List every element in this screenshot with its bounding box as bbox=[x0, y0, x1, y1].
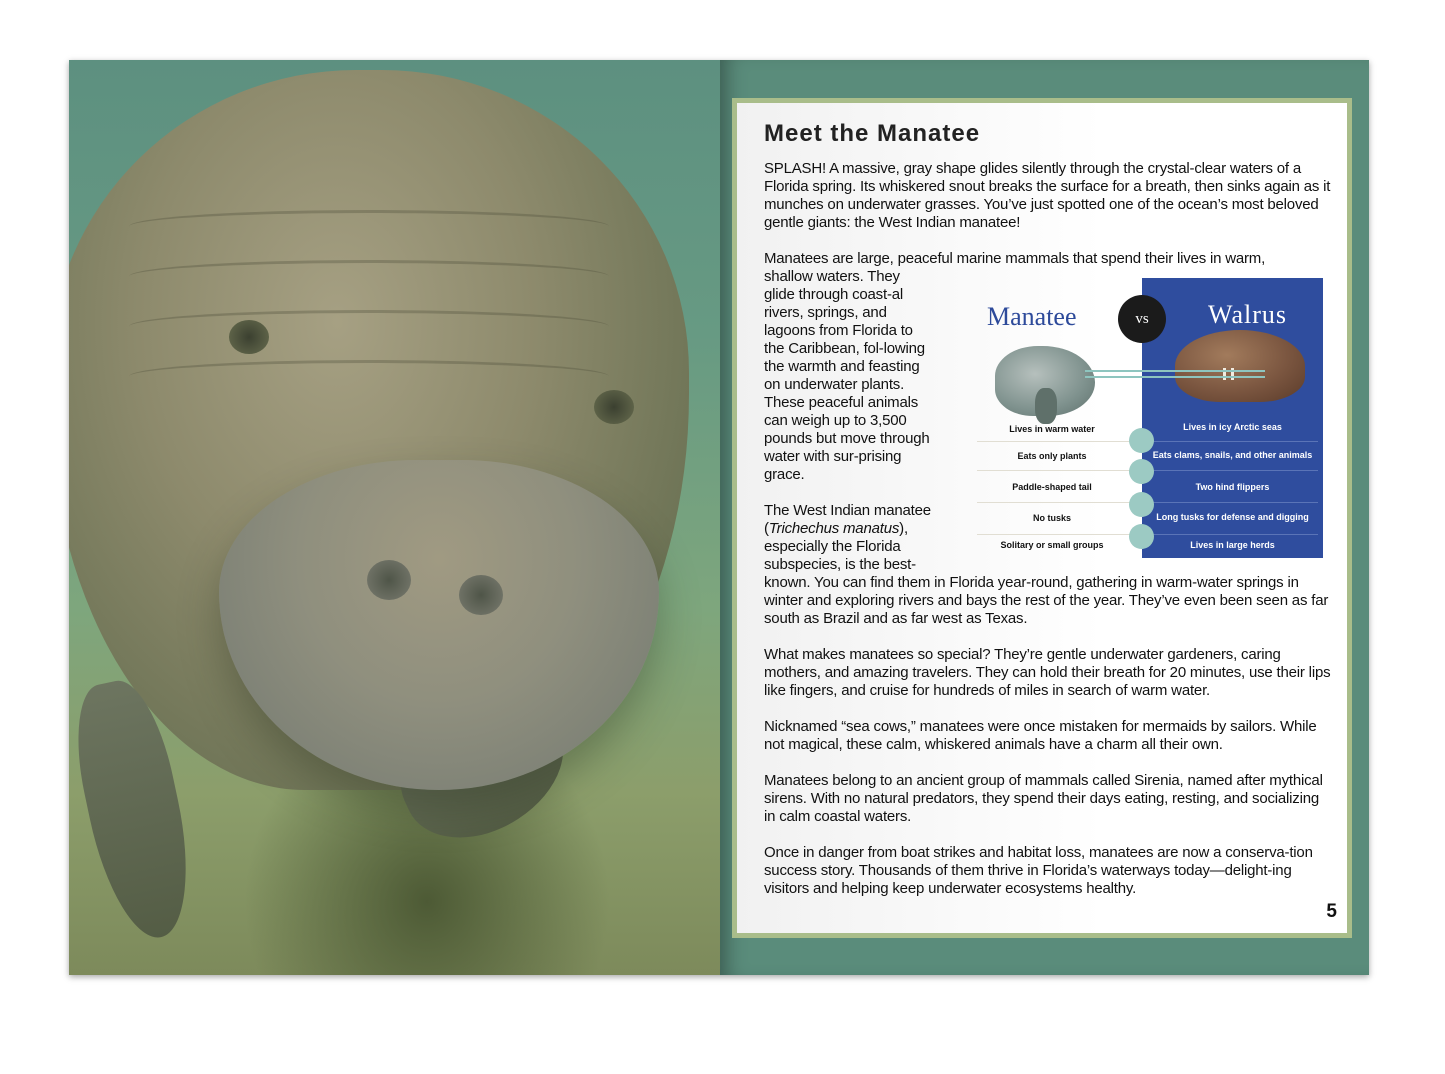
walrus-fact: Lives in icy Arctic seas bbox=[1183, 422, 1282, 432]
nostril bbox=[367, 560, 411, 600]
paragraph-5: Nicknamed “sea cows,” manatees were once mistaken for mermaids by sailors. While not magical, these calm, whiskered animals have a charm all their own. bbox=[764, 718, 1317, 753]
connector-line bbox=[1085, 370, 1265, 372]
manatee-photo-page bbox=[69, 60, 720, 975]
paragraph-7: Once in danger from boat strikes and habitat loss, manatees are now a conserva-tion success story. Thousands of them thrive in Florida’s waterways today—delight-ing visitors and helping keep underwater ecosystems healthy. bbox=[764, 844, 1313, 897]
divider bbox=[977, 470, 1135, 471]
walrus-image bbox=[1175, 330, 1305, 402]
text-panel bbox=[737, 103, 1347, 933]
divider bbox=[977, 502, 1135, 503]
manatee-fact: No tusks bbox=[1032, 513, 1071, 523]
walrus-fact: Eats clams, snails, and other animals bbox=[1152, 450, 1313, 460]
paragraph-2-wrap: shallow waters. They glide through coast-al rivers, springs, and lagoons from Florida to the Caribbean, fol-lowing the warmth and feasting on underwater plants. These peaceful animals can weigh up to 3,500 pounds but move through water with sur-prising grace. bbox=[764, 268, 930, 483]
paragraph-3-line2: (Trichechus manatus), bbox=[764, 520, 908, 537]
nostril bbox=[459, 575, 503, 615]
divider bbox=[1153, 502, 1318, 503]
walrus-heading: Walrus bbox=[1208, 300, 1287, 329]
text-page bbox=[720, 60, 1369, 975]
manatee-eye-left bbox=[229, 320, 269, 354]
paragraph-3-line1: The West Indian manatee bbox=[764, 502, 931, 519]
manatee-vs-walrus-infographic bbox=[975, 278, 1323, 563]
manatee-image-flipper bbox=[1035, 388, 1057, 424]
walrus-fact: Lives in large herds bbox=[1190, 540, 1275, 550]
paragraph-3-cont: known. You can find them in Florida year-round, gathering in warm-water springs in winter and exploring rivers and bays the rest of the year. They’ve even been seen as far south as Brazil and as far west as Texas. bbox=[764, 574, 1329, 627]
manatee-eye-right bbox=[594, 390, 634, 424]
paragraph-2-lead: Manatees are large, peaceful marine mammals that spend their lives in warm, bbox=[764, 250, 1266, 267]
wrinkle bbox=[129, 210, 609, 243]
divider bbox=[1153, 441, 1318, 442]
divider bbox=[1153, 470, 1318, 471]
paragraph-intro: SPLASH! A massive, gray shape glides silently through the crystal-clear waters of a Florida spring. Its whiskered snout breaks the surface for a breath, then sinks again as it munches on underwater grasses. You’ve just spotted one of the ocean’s most beloved gentle giants: the West Indian manatee! bbox=[764, 160, 1331, 231]
page-number: 5 bbox=[1326, 901, 1337, 922]
manatee-fact: Solitary or small groups bbox=[1000, 540, 1104, 550]
divider bbox=[977, 534, 1135, 535]
wrinkle bbox=[129, 360, 609, 393]
book-spread bbox=[69, 60, 1369, 975]
scientific-name: Trichechus manatus bbox=[768, 520, 900, 537]
text-frame bbox=[732, 98, 1352, 938]
walrus-fact: Two hind flippers bbox=[1195, 482, 1270, 492]
walrus-fact: Long tusks for defense and digging bbox=[1156, 512, 1309, 522]
manatee-fact: Lives in warm water bbox=[1009, 424, 1095, 434]
paragraph-4: What makes manatees so special? They’re gentle underwater gardeners, caring mothers, and amazing travelers. They can hold their breath for 20 minutes, use their lips like fingers, and cruise for hundreds of miles in search of warm water. bbox=[764, 646, 1331, 699]
manatee-fact: Paddle-shaped tail bbox=[1012, 482, 1092, 492]
divider bbox=[977, 441, 1135, 442]
paragraph-6: Manatees belong to an ancient group of mammals called Sirenia, named after mythical sirens. With no natural predators, they spend their days eating, resting, and socializing in calm coastal waters. bbox=[764, 772, 1323, 825]
manatee-fact: Eats only plants bbox=[1017, 451, 1087, 461]
connector-dot bbox=[1129, 459, 1154, 484]
wrinkle bbox=[129, 260, 609, 293]
wrinkle bbox=[129, 310, 609, 343]
paragraph-3-line3: especially the Florida subspecies, is the best- bbox=[764, 538, 916, 573]
divider bbox=[1153, 534, 1318, 535]
vs-badge: vs bbox=[1118, 295, 1166, 343]
page-title: Meet the Manatee bbox=[764, 120, 981, 147]
connector-line bbox=[1085, 376, 1265, 378]
manatee-heading: Manatee bbox=[987, 302, 1077, 331]
